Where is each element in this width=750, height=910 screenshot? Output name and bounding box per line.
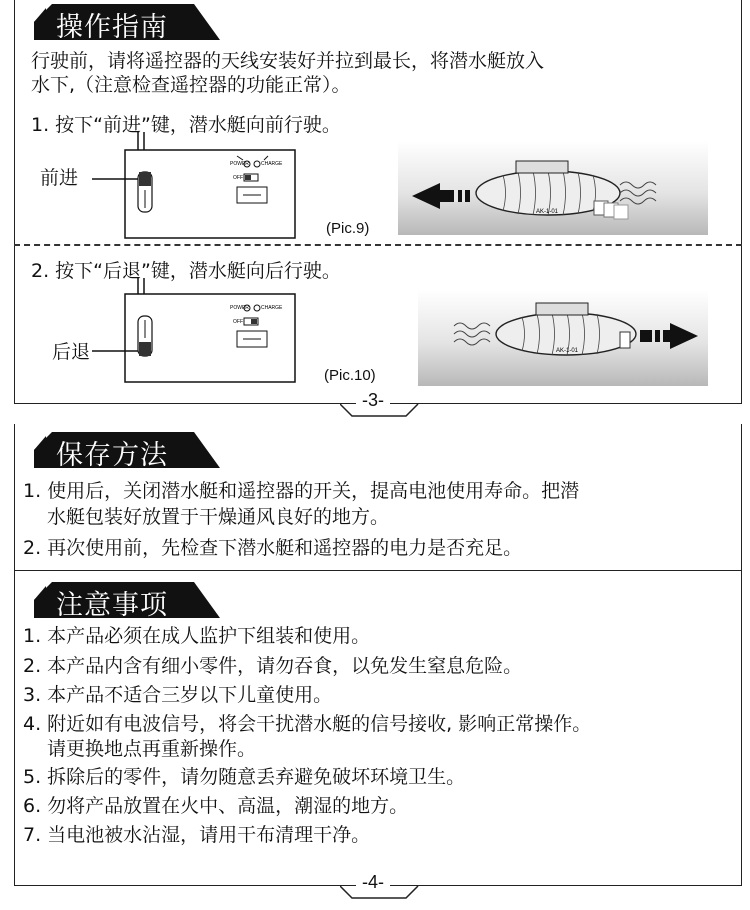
charge-label-2: CHARGE — [261, 305, 283, 311]
storage-item-1a: 1. 使用后，关闭潜水艇和遥控器的开关，提高电池使用寿命。把潜 — [23, 480, 580, 502]
note-item-7: 7. 当电池被水沾湿，请用干布清理干净。 — [23, 824, 371, 846]
intro-line-1: 行驶前，请将遥控器的天线安装好并拉到最长，将潜水艇放入 — [31, 50, 545, 72]
page4-number: -4- — [356, 872, 390, 893]
page3-number: -3- — [356, 390, 390, 411]
note-item-4b: 请更换地点再重新操作。 — [47, 738, 257, 760]
page3-number-area — [340, 390, 420, 420]
note-item-3: 3. 本产品不适合三岁以下儿童使用。 — [23, 684, 333, 706]
intro-line-2: 水下,（注意检查遥控器的功能正常）。 — [31, 74, 351, 96]
charge-label: CHARGE — [261, 161, 283, 167]
operation-guide-banner — [34, 4, 220, 43]
backward-label: 后退 — [52, 341, 91, 363]
off-label-2: OFF — [233, 319, 243, 325]
note-item-6: 6. 勿将产品放置在火中、高温，潮湿的地方。 — [23, 795, 409, 817]
remote-diagram-backward — [40, 278, 320, 390]
sub-label-2: AK-1-01 — [556, 348, 579, 354]
section-separator — [14, 570, 742, 571]
submarine-forward-illustration — [398, 141, 708, 235]
banner-title: 操作指南 — [56, 12, 168, 43]
submarine-backward-photo — [418, 290, 708, 386]
notes-banner — [34, 582, 220, 621]
notes-title: 注意事项 — [56, 590, 168, 621]
storage-title: 保存方法 — [56, 440, 168, 471]
page4-number-area — [340, 872, 420, 902]
note-item-1: 1. 本产品必须在成人监护下组装和使用。 — [23, 625, 371, 647]
note-item-2: 2. 本产品内含有细小零件，请勿吞食，以免发生窒息危险。 — [23, 655, 523, 677]
note-item-4a: 4. 附近如有电波信号，将会干扰潜水艇的信号接收, 影响正常操作。 — [23, 713, 592, 735]
step-1-text: 1. 按下“前进”键，潜水艇向前行驶。 — [31, 114, 341, 136]
power-label-2: POWER — [230, 305, 249, 311]
note-item-5: 5. 拆除后的零件，请勿随意丢弃避免破坏环境卫生。 — [23, 766, 466, 788]
storage-item-2: 2. 再次使用前，先检查下潜水艇和遥控器的电力是否充足。 — [23, 537, 523, 559]
forward-label: 前进 — [40, 167, 79, 189]
step-2-text: 2. 按下“后退”键，潜水艇向后行驶。 — [31, 260, 341, 282]
off-label: OFF — [233, 175, 243, 181]
submarine-backward-illustration — [418, 290, 708, 386]
section-divider — [14, 244, 742, 246]
pic9-caption: (Pic.9) — [326, 220, 370, 237]
pic10-caption: (Pic.10) — [324, 367, 376, 384]
sub-label: AK-1-01 — [536, 209, 559, 215]
power-label: POWER — [230, 161, 249, 167]
storage-item-1b: 水艇包装好放置于干燥通风良好的地方。 — [47, 506, 390, 528]
storage-banner — [34, 432, 220, 471]
remote-diagram-forward — [40, 132, 320, 244]
submarine-forward-photo — [398, 141, 708, 235]
